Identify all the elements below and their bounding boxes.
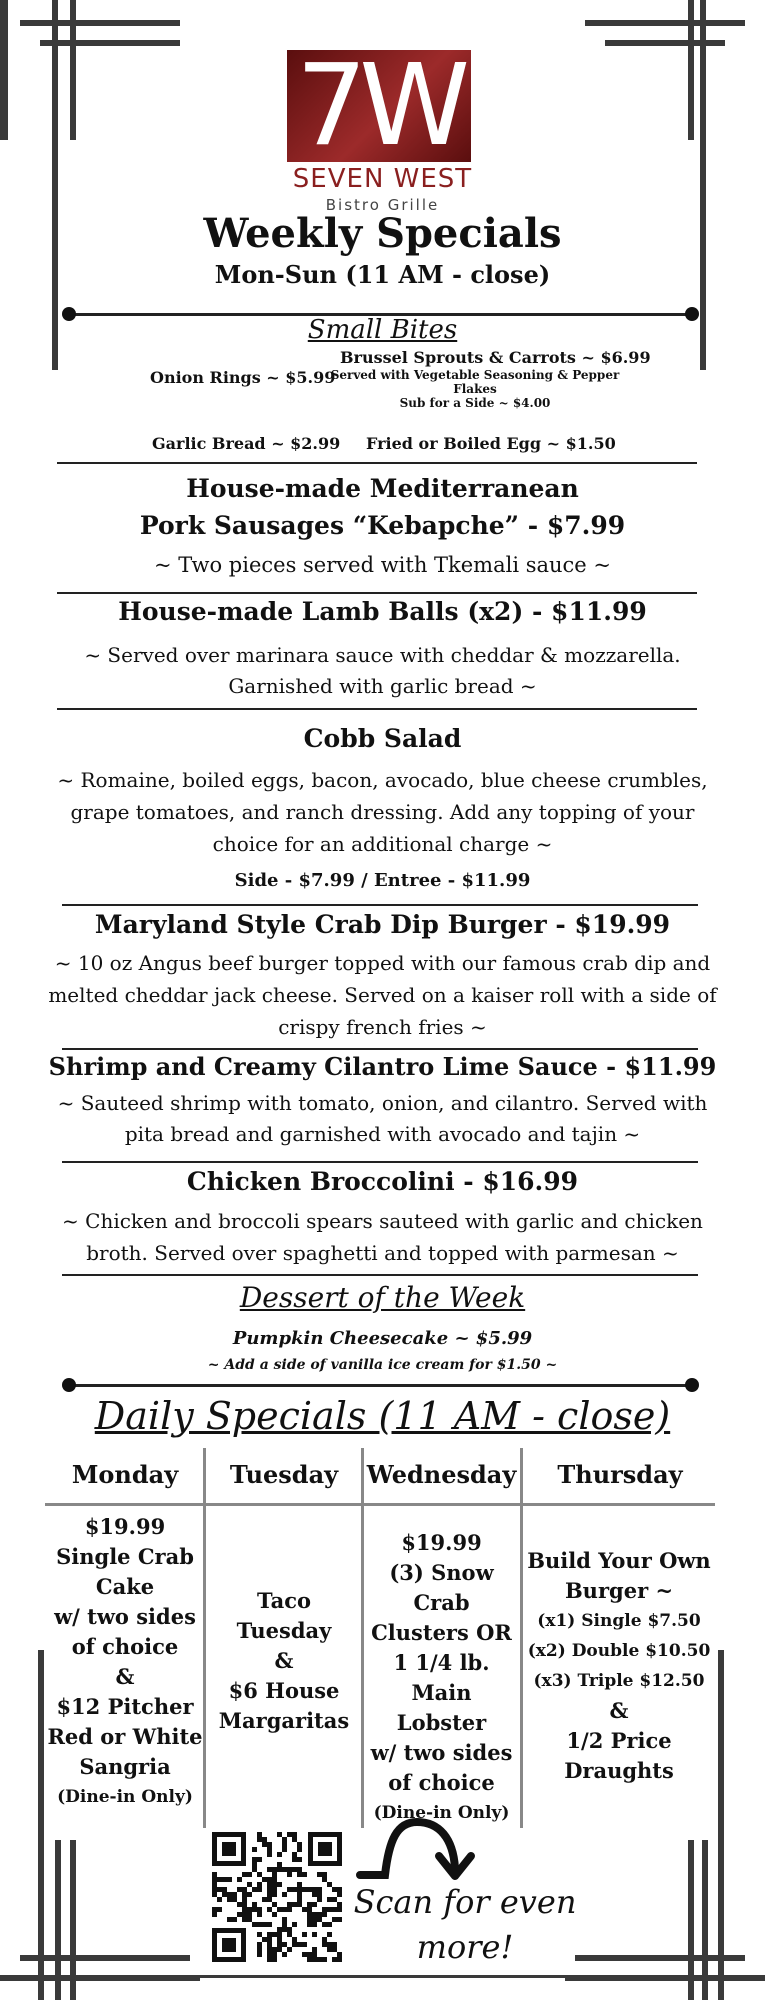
brussel-desc: Served with Vegetable Seasoning & Pepper Flakes Sub for a Side ~ $4.00 <box>330 368 620 410</box>
item-lamb-balls-title: House-made Lamb Balls (x2) - $11.99 <box>118 597 647 626</box>
daily-specials-heading: Daily Specials (11 AM - close) <box>94 1394 671 1438</box>
monday-special: $19.99 Single Crab Cake w/ two sides of choice & $12 Pitcher Red or White Sangria (Dine-in Only) <box>47 1514 203 1807</box>
small-bites-heading: Small Bites <box>307 315 458 345</box>
brand-tagline: Bistro Grille <box>325 196 440 214</box>
divider <box>57 708 697 710</box>
hours-subtitle: Mon-Sun (11 AM - close) <box>214 260 551 289</box>
logo-mark: 7W <box>296 41 462 171</box>
day-thursday: Thursday <box>557 1460 683 1489</box>
item-kebapche-title-1: House-made Mediterranean <box>186 474 579 503</box>
item-crab-burger-desc-1: ~ 10 oz Angus beef burger topped with our famous crab dip and <box>54 951 711 975</box>
item-shrimp-title: Shrimp and Creamy Cilantro Lime Sauce - $11.99 <box>48 1052 717 1081</box>
onion-rings: Onion Rings ~ $5.99 <box>150 368 336 387</box>
item-crab-burger-title: Maryland Style Crab Dip Burger - $19.99 <box>94 910 671 939</box>
garlic-bread: Garlic Bread ~ $2.99 <box>152 434 341 453</box>
item-crab-burger-desc-3: crispy french fries ~ <box>278 1015 487 1039</box>
divider <box>62 904 698 906</box>
curved-arrow-icon <box>355 1810 480 1890</box>
wednesday-special: $19.99 (3) Snow Crab Clusters OR 1 1/4 lb. Main Lobster w/ two sides of choice (Dine-in Only) <box>370 1530 513 1823</box>
thursday-special: Build Your Own Burger ~ (x1) Single $7.50 (x2) Double $10.50 (x3) Triple $12.50 & 1/2 Price Draughts <box>527 1548 711 1783</box>
item-chicken-desc-1: ~ Chicken and broccoli spears sauteed with garlic and chicken <box>62 1209 703 1233</box>
day-tuesday: Tuesday <box>229 1460 339 1489</box>
day-monday: Monday <box>71 1460 179 1489</box>
dessert-addon: ~ Add a side of vanilla ice cream for $1.50 ~ <box>207 1357 558 1373</box>
item-kebapche-desc: ~ Two pieces served with Tkemali sauce ~ <box>153 553 612 577</box>
fried-egg: Fried or Boiled Egg ~ $1.50 <box>366 434 616 453</box>
logo <box>287 41 471 171</box>
divider <box>62 1161 698 1163</box>
item-cobb-desc-2: grape tomatoes, and ranch dressing. Add any topping of your <box>70 800 695 824</box>
item-lamb-balls-desc-2: Garnished with garlic bread ~ <box>228 674 537 698</box>
item-cobb-title: Cobb Salad <box>303 724 462 753</box>
tuesday-special: Taco Tuesday & $6 House Margaritas <box>218 1588 350 1733</box>
page-title: Weekly Specials <box>203 210 562 257</box>
divider <box>62 1274 698 1276</box>
item-crab-burger-desc-2: melted cheddar jack cheese. Served on a kaiser roll with a side of <box>48 983 717 1007</box>
divider <box>62 1048 698 1050</box>
qr-code[interactable] <box>212 1832 342 1962</box>
day-wednesday: Wednesday <box>366 1460 517 1489</box>
item-chicken-desc-2: broth. Served over spaghetti and topped with parmesan ~ <box>86 1241 679 1265</box>
divider <box>57 462 697 464</box>
item-cobb-desc-3: choice for an additional charge ~ <box>212 832 553 856</box>
item-shrimp-desc-2: pita bread and garnished with avocado and tajin ~ <box>124 1122 641 1146</box>
item-cobb-desc-1: ~ Romaine, boiled eggs, bacon, avocado, blue cheese crumbles, <box>57 768 708 792</box>
item-kebapche-title-2: Pork Sausages “Kebapche” - $7.99 <box>139 511 626 540</box>
divider <box>57 592 697 594</box>
dessert-heading: Dessert of the Week <box>239 1281 526 1314</box>
dessert-item: Pumpkin Cheesecake ~ $5.99 <box>232 1328 533 1349</box>
item-cobb-price: Side - $7.99 / Entree - $11.99 <box>234 870 531 891</box>
table-header-rule <box>45 1503 715 1506</box>
scan-text: Scan for even more! <box>353 1883 577 1966</box>
brussel-sprouts: Brussel Sprouts & Carrots ~ $6.99 <box>340 348 651 367</box>
frame-bottom-line <box>40 1975 725 1978</box>
item-chicken-title: Chicken Broccolini - $16.99 <box>186 1167 579 1196</box>
item-shrimp-desc-1: ~ Sauteed shrimp with tomato, onion, and cilantro. Served with <box>57 1091 708 1115</box>
item-lamb-balls-desc-1: ~ Served over marinara sauce with cheddar & mozzarella. <box>84 643 681 667</box>
brand-name: SEVEN WEST <box>292 164 473 194</box>
